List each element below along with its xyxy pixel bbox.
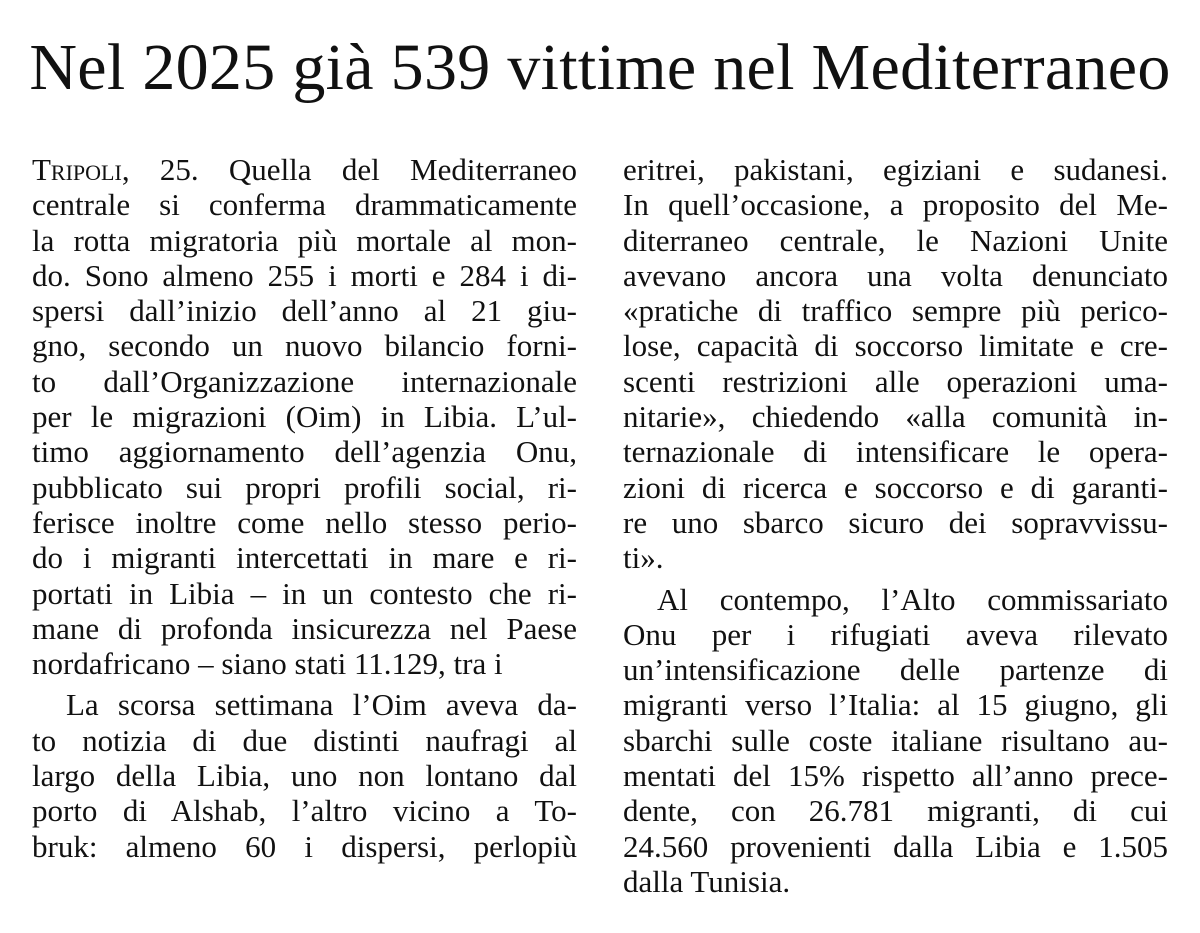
text-line: per le migrazioni (Oim) in Libia. L’ul- xyxy=(32,399,577,435)
text-line: «pratiche di traffico sempre più perico- xyxy=(623,293,1168,329)
text-line: pubblicato sui propri profili social, ri- xyxy=(32,469,577,505)
text-line: do i migranti intercettati in mare e ri- xyxy=(32,540,577,576)
paragraph-2-continued xyxy=(623,152,1168,576)
text-line: 24.560 provenienti dalla Libia e 1.505 xyxy=(623,828,1168,864)
text-line: diterraneo centrale, le Nazioni Unite xyxy=(623,222,1168,258)
text-line: avevano ancora una volta denunciato xyxy=(623,257,1168,293)
paragraph-1 xyxy=(32,152,577,681)
text-line: nitarie», chiedendo «alla comunità in- xyxy=(623,399,1168,435)
article-column-right xyxy=(623,152,1168,899)
text-line: portati in Libia – in un contesto che ri- xyxy=(32,575,577,611)
text-line: to dall’Organizzazione internazionale xyxy=(32,363,577,399)
text-line xyxy=(32,152,577,187)
text-line: dente, con 26.781 migranti, di cui xyxy=(623,793,1168,829)
text-line: nordafricano – siano stati 11.129, tra i xyxy=(32,646,503,682)
text-line: scenti restrizioni alle operazioni uma- xyxy=(623,363,1168,399)
paragraph-3 xyxy=(623,582,1168,900)
text-line: mane di profonda insicurezza nel Paese xyxy=(32,610,577,646)
text-line: do. Sono almeno 255 i morti e 284 i di- xyxy=(32,257,577,293)
text-line: In quell’occasione, a proposito del Me- xyxy=(623,187,1168,223)
dateline: Tripoli xyxy=(32,152,122,187)
text-line: Al contempo, l’Alto commissariato xyxy=(657,581,1168,617)
text-line: lose, capacità di soccorso limitate e cre- xyxy=(623,328,1168,364)
headline: Nel 2025 già 539 vittime nel Mediterraneo xyxy=(29,31,1171,104)
text-line: centrale si conferma drammaticamente xyxy=(32,187,577,223)
text-line: ternazionale di intensificare le opera- xyxy=(623,434,1168,470)
text-line: bruk: almeno 60 i dispersi, perlopiù xyxy=(32,828,577,864)
text-line: to notizia di due distinti naufragi al xyxy=(32,722,577,758)
text-line: migranti verso l’Italia: al 15 giugno, gli xyxy=(623,687,1168,723)
text-line: La scorsa settimana l’Oim aveva da- xyxy=(66,687,577,723)
first-line-text: , 25. Quella del Mediterraneo xyxy=(121,152,577,187)
text-line: largo della Libia, uno non lontano dal xyxy=(32,758,577,794)
text-line: un’intensificazione delle partenze di xyxy=(623,652,1168,688)
text-line: sbarchi sulle coste italiane risultano au- xyxy=(623,722,1168,758)
article-column-left xyxy=(32,152,577,864)
text-line: ferisce inoltre come nello stesso perio- xyxy=(32,504,577,540)
text-line: timo aggiornamento dell’agenzia Onu, xyxy=(32,434,577,470)
text-line: Onu per i rifugiati aveva rilevato xyxy=(623,616,1168,652)
paragraph-2 xyxy=(32,687,577,863)
text-line: la rotta migratoria più mortale al mon- xyxy=(32,222,577,258)
text-line: ti». xyxy=(623,540,664,576)
text-line: porto di Alshab, l’altro vicino a To- xyxy=(32,793,577,829)
text-line: mentati del 15% rispetto all’anno prece- xyxy=(623,758,1168,794)
text-line: spersi dall’inizio dell’anno al 21 giu- xyxy=(32,293,577,329)
text-line: eritrei, pakistani, egiziani e sudanesi. xyxy=(623,152,1168,187)
text-line: re uno sbarco sicuro dei sopravvissu- xyxy=(623,504,1168,540)
text-line: zioni di ricerca e soccorso e di garanti- xyxy=(623,469,1168,505)
text-line: dalla Tunisia. xyxy=(623,863,791,899)
text-line: gno, secondo un nuovo bilancio forni- xyxy=(32,328,577,364)
